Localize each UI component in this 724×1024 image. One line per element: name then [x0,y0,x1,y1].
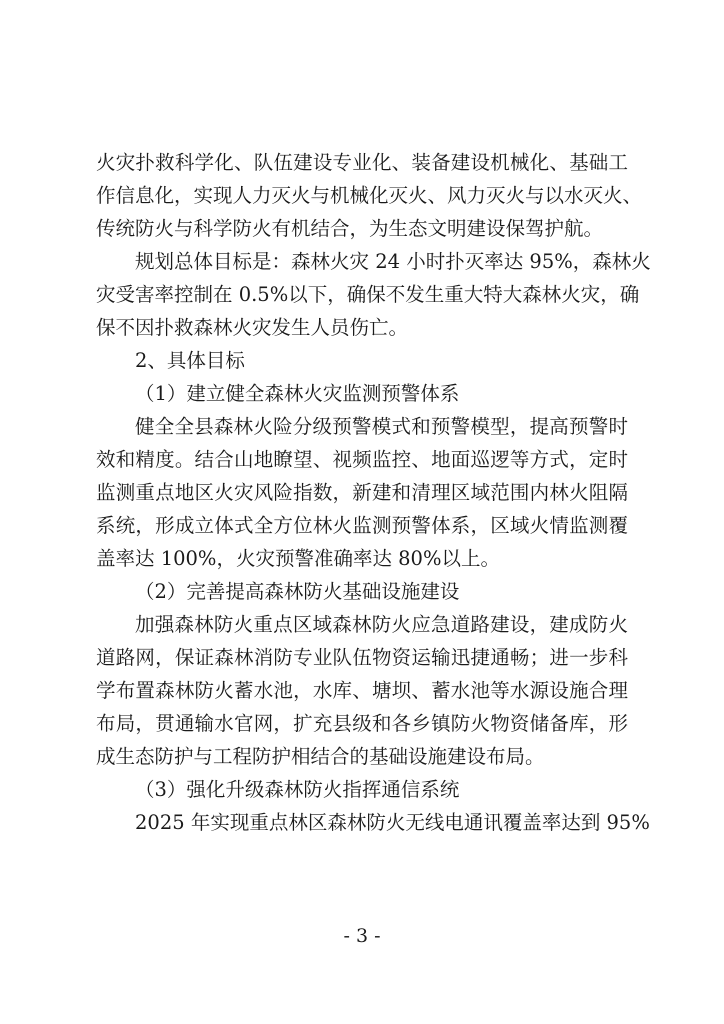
body-text-line: 盖率达 100%，火灾预警准确率达 80%以上。 [96,547,500,570]
paragraph-first-line: 2025 年实现重点林区森林防火无线电通讯覆盖率达到 95% [135,811,650,834]
section-heading: 2、具体目标 [135,349,245,372]
subsection-heading: （3）强化升级森林防火指挥通信系统 [135,778,460,801]
page-number: - 3 - [343,925,381,947]
body-text-line: 道路网，保证森林消防专业队伍物资运输迅捷通畅；进一步科 [96,646,628,669]
body-text-line: 保不因扑救森林火灾发生人员伤亡。 [96,316,409,339]
body-text-line: 成生态防护与工程防护相结合的基础设施建设布局。 [96,745,545,768]
body-text-line: 灾受害率控制在 0.5%以下，确保不发生重大特大森林火灾，确 [96,283,640,306]
subsection-heading: （1）建立健全森林火灾监测预警体系 [135,382,460,405]
body-text-line: 传统防火与科学防火有机结合，为生态文明建设保驾护航。 [96,217,604,240]
paragraph-first-line: 规划总体目标是：森林火灾 24 小时扑灭率达 95%，森林火 [135,250,651,273]
subsection-heading: （2）完善提高森林防火基础设施建设 [135,580,460,603]
body-text-line: 效和精度。结合山地瞭望、视频监控、地面巡逻等方式，定时 [96,448,628,471]
body-text-line: 布局，贯通输水官网，扩充县级和各乡镇防火物资储备库，形 [96,712,628,735]
paragraph-first-line: 加强森林防火重点区域森林防火应急道路建设，建成防火 [135,613,628,636]
body-text-line: 作信息化，实现人力灭火与机械化灭火、风力灭火与以水灭火、 [96,184,643,207]
paragraph-first-line: 健全全县森林火险分级预警模式和预警模型，提高预警时 [135,415,628,438]
body-text-line: 系统，形成立体式全方位林火监测预警体系，区域火情监测覆 [96,514,628,537]
body-text-line: 学布置森林防火蓄水池，水库、塘坝、蓄水池等水源设施合理 [96,679,628,702]
body-text-line: 火灾扑救科学化、队伍建设专业化、装备建设机械化、基础工 [96,151,628,174]
body-text-line: 监测重点地区火灾风险指数，新建和清理区域范围内林火阻隔 [96,481,628,504]
